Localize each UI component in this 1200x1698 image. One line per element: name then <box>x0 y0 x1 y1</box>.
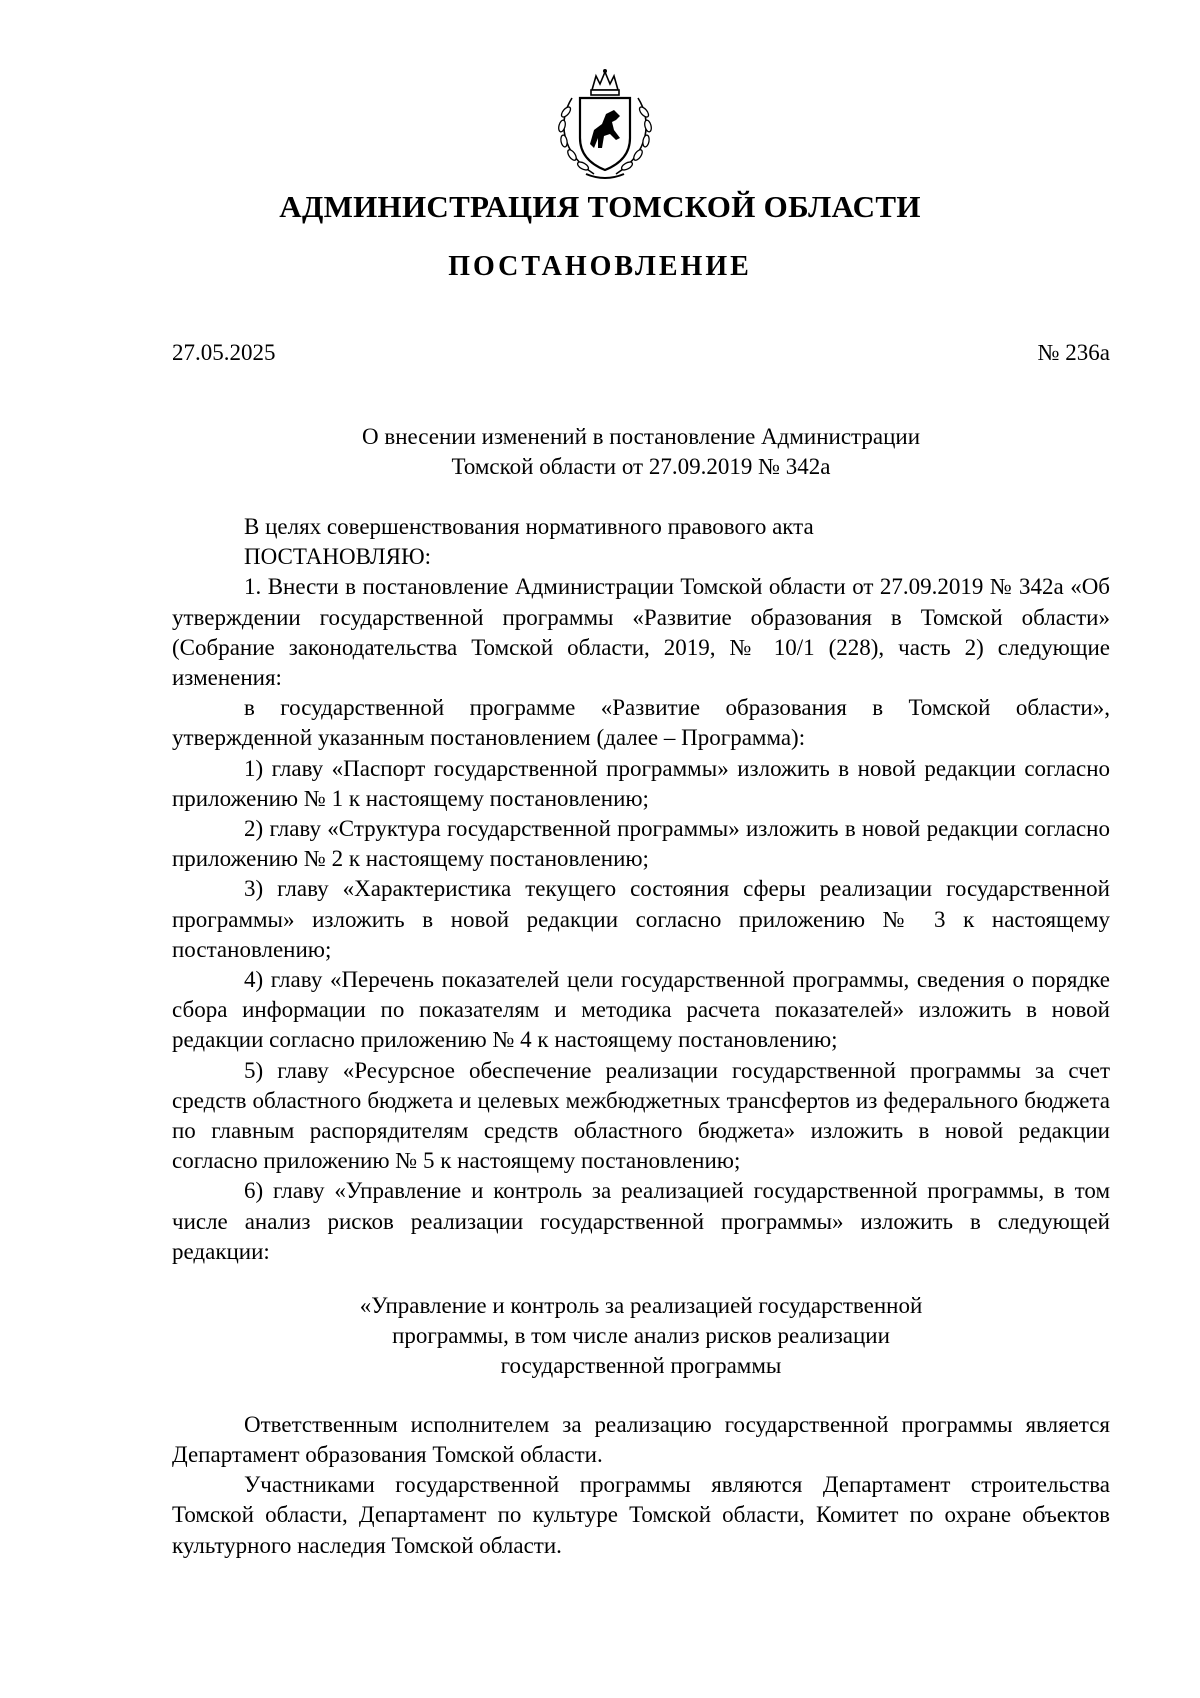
preamble: В целях совершенствования нормативного правового акта <box>244 514 814 539</box>
organization-name: АДМИНИСТРАЦИЯ ТОМСКОЙ ОБЛАСТИ <box>279 189 921 224</box>
item-1-intro: в государственной программе «Развитие образования в Томской области», утвержденной указанным постановлением (далее – Программа): <box>172 695 1110 751</box>
document-type: ПОСТАНОВЛЕНИЕ <box>448 251 752 282</box>
item-1: 1. Внести в постановление Администрации Томской области от 27.09.2019 № 342а «Об утверждении государственной программы «Развитие образования в Томской области» (Собрание законодательства Томской области, 2019, № 10/1 (228), часть 2) следующие изменения: <box>172 574 1110 691</box>
document-subject <box>172 422 1110 482</box>
quoted-section-title: «Управление и контроль за реализацией государственной программы, в том числе анализ рисков реализации государственной программы <box>359 1293 923 1379</box>
subject-line-2: Томской области от 27.09.2019 № 342а <box>451 454 831 479</box>
document-date: 27.05.2025 <box>172 340 276 365</box>
paragraph-participants: Участниками государственной программы являются Департамент строительства Томской области, Департамент по культуре Томской области, Комитет по охране объектов культурного наследия Томской области. <box>172 1472 1110 1558</box>
document-number: № 236а <box>1037 340 1110 365</box>
subitem-4: 4) главу «Перечень показателей цели государственной программы, сведения о порядке сбора информации по показателям и методика расчета показателей» изложить в новой редакции согласно приложению № 4 к настоящему постановлению; <box>172 967 1110 1053</box>
subitem-2: 2) главу «Структура государственной программы» изложить в новой редакции согласно приложению № 2 к настоящему постановлению; <box>172 816 1110 872</box>
subject-line-1: О внесении изменений в постановление Администрации <box>361 424 921 449</box>
subitem-3: 3) главу «Характеристика текущего состояния сферы реализации государственной программы» изложить в новой редакции согласно приложению № 3 к настоящему постановлению; <box>172 876 1110 962</box>
subitem-1: 1) главу «Паспорт государственной программы» изложить в новой редакции согласно приложению № 1 к настоящему постановлению; <box>172 755 1110 811</box>
tomsk-coat-of-arms-icon <box>550 68 660 184</box>
document-body <box>172 512 1110 1561</box>
decree-word: ПОСТАНОВЛЯЮ: <box>244 544 432 570</box>
paragraph-responsible: Ответственным исполнителем за реализацию государственной программы является Департамент образования Томской области. <box>172 1411 1110 1467</box>
subitem-5: 5) главу «Ресурсное обеспечение реализации государственной программы за счет средств областного бюджета и целевых межбюджетных трансфертов из федерального бюджета по главным распорядителям средств областного бюджета» изложить в новой редакции согласно приложению № 5 к настоящему постановлению; <box>172 1057 1110 1174</box>
subitem-6: 6) главу «Управление и контроль за реализацией государственной программы, в том числе анализ рисков реализации государственной программы» изложить в следующей редакции: <box>172 1178 1110 1264</box>
